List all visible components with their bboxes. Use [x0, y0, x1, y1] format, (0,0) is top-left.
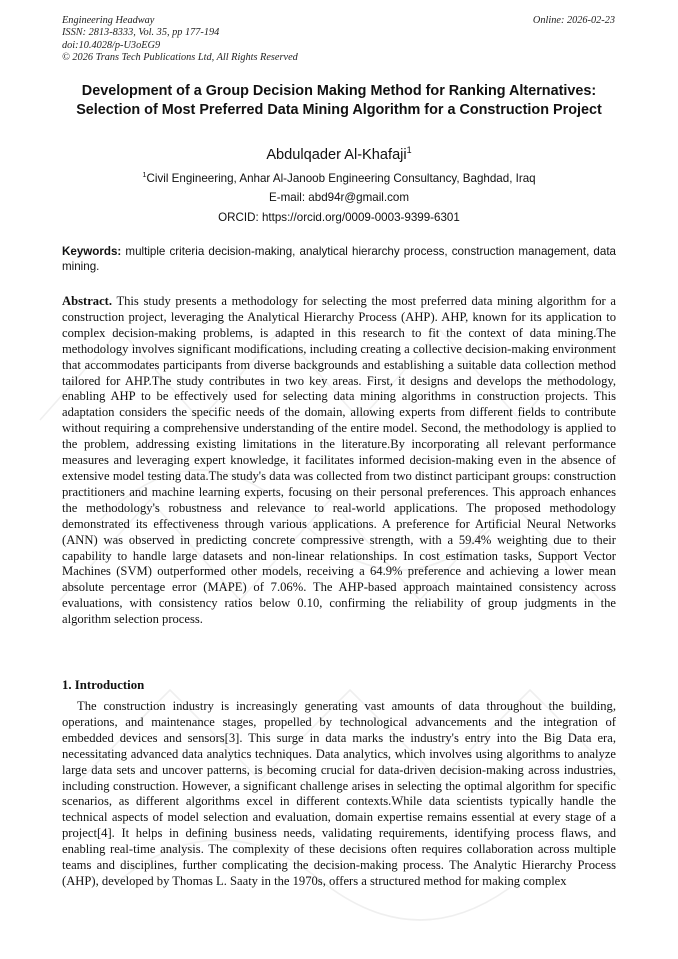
author-name: Abdulqader Al-Khafaji	[266, 146, 407, 163]
introduction-paragraph: The construction industry is increasingly generating vast amounts of data throughout the building, operations, and maintenance stages, propelled by technological advancements and the integration of embedded devices and sensors[3]. This surge in data marks the industry's entry into the Big Data era, necessitating advanced data analytics techniques. Data analytics, which involves using algorithms to analyze large data sets and uncover patterns, is becoming crucial for data-driven decision-making across industries, including construction. However, a significant challenge arises in selecting the optimal algorithm for specific scenarios, as different algorithms excel in different contexts.While data scientists typically handle the technical aspects of model selection and evaluation, domain expertise remains essential at every stage of a project[4]. It helps in defining business needs, validating requirements, identifying process flaws, and enabling real-time analysis. The complexity of these decisions often requires collaboration across multiple teams and disciplines, further complicating the decision-making process. The Analytic Hierarchy Process (AHP), developed by Thomas L. Saaty in the 1970s, offers a structured method for making complex	[62, 699, 616, 888]
journal-header	[62, 15, 298, 65]
online-date: Online: 2026-02-23	[532, 15, 615, 26]
journal-name: Engineering Headway	[62, 15, 155, 26]
abstract-text: This study presents a methodology for selecting the most preferred data mining algorithm for a construction project, leveraging the Analytical Hierarchy Process (AHP). AHP, known for its application to complex decision-making problems, is adapted in this research to fit the context of data mining.The methodology involves significant modifications, including creating a collective decision-making environment that accommodates participants from diverse backgrounds and establishing a suitable data collection method tailored for AHP.The study contributes in two key areas. First, it designs and develops the methodology, enabling AHP to be effectively used for selecting data mining algorithms in construction projects. This adaptation considers the specific needs of the domain, allowing experts from different fields to contribute without requiring a comprehensive understanding of the entire model. Second, the methodology is applied to the problem, addressing existing limitations in the literature.By incorporating all relevant performance measures and leveraging expert knowledge, it facilitates informed decision-making even in the absence of extensive model testing data.The study's data was collected from two distinct participant groups: construction practitioners and machine learning experts, focusing on their personal preferences. This approach enhances the methodology's robustness and relevance to real-world applications. The proposed methodology demonstrated its effectiveness through various applications. A preference for Artificial Neural Networks (ANN) was observed in predicting concrete compressive strength, with a 59.4% weighting due to their capability to handle large datasets and non-linear relationships. In cost estimation tasks, Support Vector Machines (SVM) outperformed other models, receiving a 64.9% preference and achieving a lower mean absolute percentage error (MAPE) of 7.06%. The AHP-based approach maintained consistency across evaluations, with consistency ratios below 0.10, confirming the reliability of group judgments in the algorithm selection process.	[62, 294, 616, 627]
email-line: E-mail: abd94r@gmail.com	[269, 191, 409, 204]
abstract-block	[62, 294, 616, 628]
doi-line: doi:10.4028/p-U3oEG9	[62, 39, 161, 51]
author-superscript: 1	[406, 145, 412, 155]
affiliation-superscript: 1	[142, 170, 147, 179]
abstract-label: Abstract.	[62, 294, 113, 308]
orcid-line: ORCID: https://orcid.org/0009-0003-9399-6301	[218, 211, 460, 224]
keywords-text: multiple criteria decision-making, analytical hierarchy process, construction management, data mining.	[62, 245, 616, 273]
author-line	[62, 145, 616, 163]
affiliation-line	[62, 170, 616, 185]
keywords-block	[62, 245, 616, 275]
issn-line: ISSN: 2813-8333, Vol. 35, pp 177-194	[62, 27, 220, 39]
section-heading-introduction: 1. Introduction	[62, 678, 145, 692]
paper-title: Development of a Group Decision Making Method for Ranking Alternatives: Selection of Most Preferred Data Mining Algorithm for a Construction Project	[76, 83, 602, 119]
keywords-label: Keywords:	[62, 245, 122, 258]
affiliation-text: Civil Engineering, Anhar Al-Janoob Engineering Consultancy, Baghdad, Iraq	[146, 171, 536, 185]
copyright-line: © 2026 Trans Tech Publications Ltd, All Rights Reserved	[62, 52, 298, 64]
